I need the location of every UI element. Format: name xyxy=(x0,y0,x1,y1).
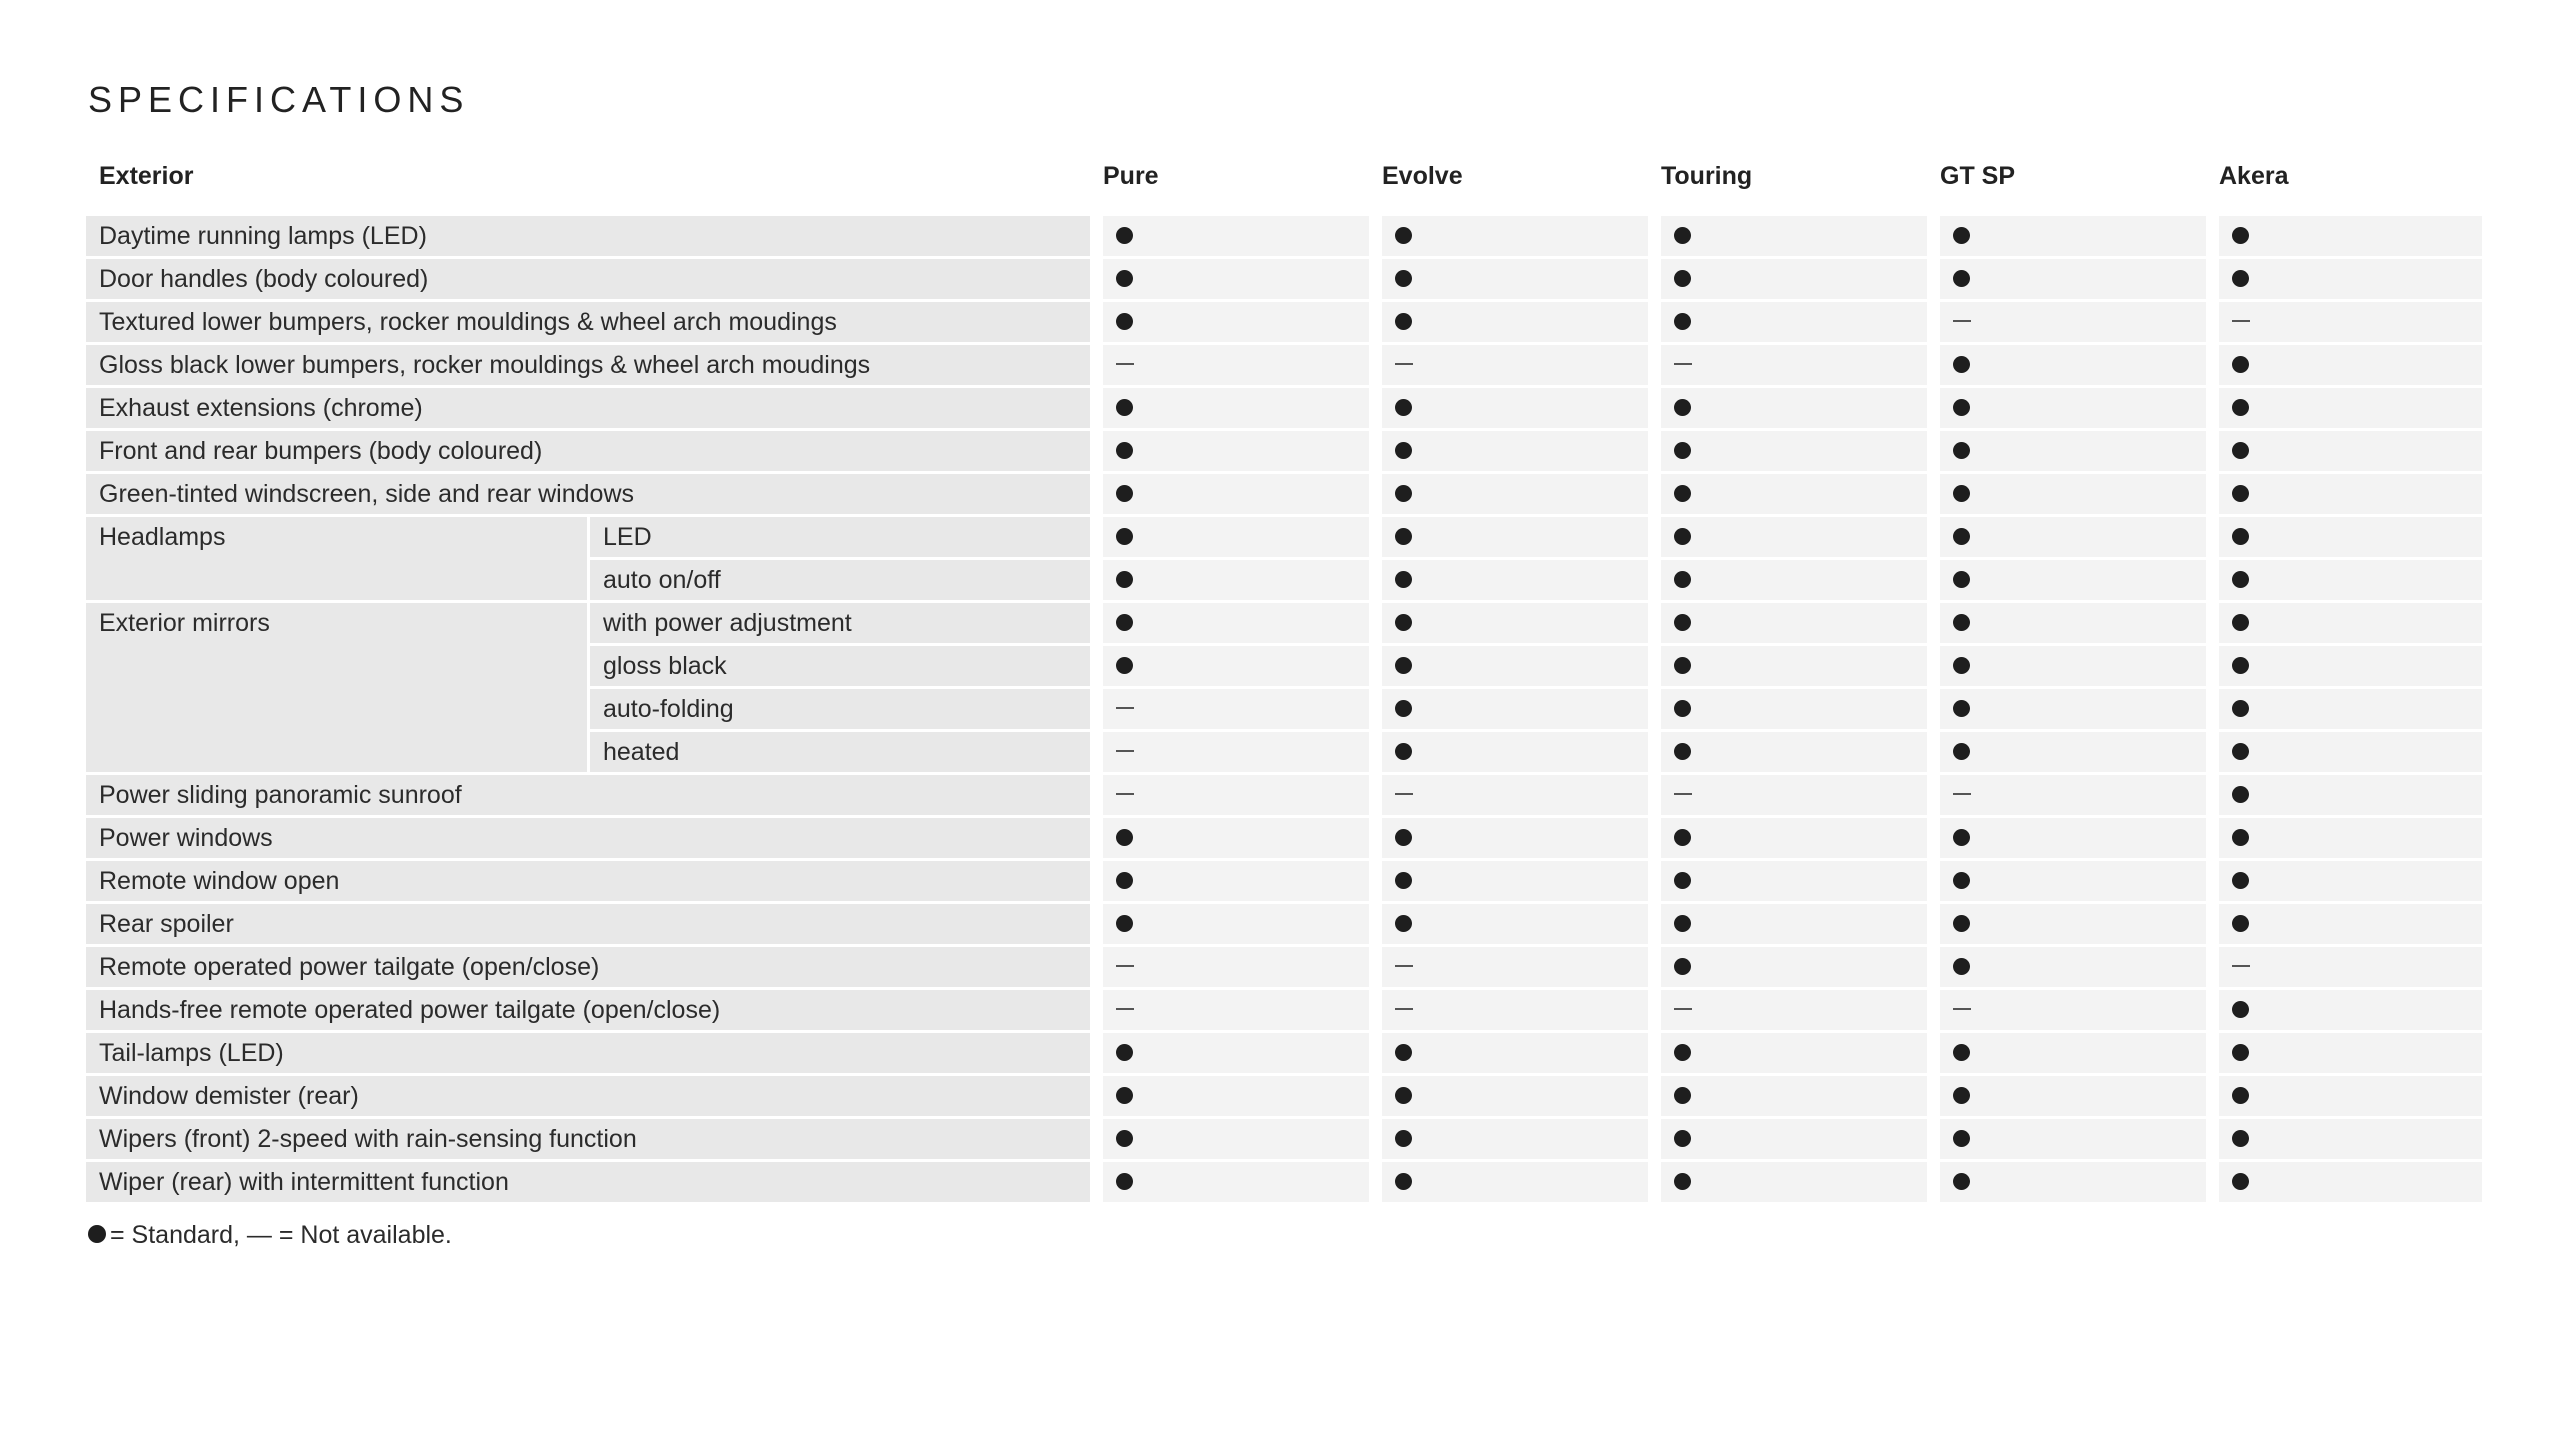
standard-dot-icon xyxy=(1674,657,1691,674)
standard-dot-icon xyxy=(1116,485,1133,502)
standard-dot-icon xyxy=(1674,442,1691,459)
page-title: SPECIFICATIONS xyxy=(88,79,470,120)
trim-cell-pure xyxy=(1090,947,1369,990)
standard-dot-icon xyxy=(2232,442,2249,459)
trim-cell-touring xyxy=(1648,388,1927,431)
trim-cell-touring xyxy=(1648,603,1927,646)
trim-cell-gt-sp xyxy=(1927,1033,2206,1076)
standard-dot-icon xyxy=(1674,270,1691,287)
not-available-dash-icon xyxy=(2232,320,2250,322)
trim-cell-pure xyxy=(1090,646,1369,689)
table-body xyxy=(86,216,2482,1205)
table-row xyxy=(86,431,2482,474)
trim-cell-touring xyxy=(1648,474,1927,517)
trim-cell-gt-sp xyxy=(1927,904,2206,947)
standard-dot-icon xyxy=(2232,1130,2249,1147)
trim-cell-pure xyxy=(1090,388,1369,431)
table-row xyxy=(86,990,2482,1033)
standard-dot-icon xyxy=(2232,1044,2249,1061)
standard-dot-icon xyxy=(1116,270,1133,287)
trim-cell-touring xyxy=(1648,818,1927,861)
trim-cell-akera xyxy=(2206,474,2482,517)
standard-dot-icon xyxy=(2232,829,2249,846)
trim-cell-gt-sp xyxy=(1927,259,2206,302)
trim-cell-evolve xyxy=(1369,302,1648,345)
not-available-dash-icon xyxy=(1953,320,1971,322)
standard-dot-icon xyxy=(1395,442,1412,459)
standard-dot-icon xyxy=(2232,1173,2249,1190)
trim-cell-touring xyxy=(1648,431,1927,474)
table-row xyxy=(86,904,2482,947)
feature-group-label: Exterior mirrors xyxy=(86,603,587,775)
trim-cell-gt-sp xyxy=(1927,1119,2206,1162)
table-row xyxy=(86,388,2482,431)
not-available-dash-icon xyxy=(1395,1008,1413,1010)
feature-label: Tail-lamps (LED) xyxy=(86,1033,1090,1076)
standard-dot-icon xyxy=(1953,829,1970,846)
feature-label: Power sliding panoramic sunroof xyxy=(86,775,1090,818)
trim-cell-gt-sp xyxy=(1927,947,2206,990)
standard-dot-icon xyxy=(1953,743,1970,760)
not-available-dash-icon xyxy=(1116,965,1134,967)
not-available-dash-icon xyxy=(1116,793,1134,795)
standard-dot-icon xyxy=(1395,743,1412,760)
standard-dot-icon xyxy=(1674,1044,1691,1061)
not-available-dash-icon xyxy=(1674,1008,1692,1010)
trim-cell-touring xyxy=(1648,345,1927,388)
trim-cell-gt-sp xyxy=(1927,818,2206,861)
standard-dot-icon xyxy=(2232,657,2249,674)
not-available-dash-icon xyxy=(1953,793,1971,795)
trim-cell-evolve xyxy=(1369,1119,1648,1162)
standard-dot-icon xyxy=(1953,399,1970,416)
trim-cell-akera xyxy=(2206,603,2482,646)
feature-label: Remote operated power tailgate (open/close) xyxy=(86,947,1090,990)
standard-dot-icon xyxy=(1116,442,1133,459)
trim-cell-evolve xyxy=(1369,517,1648,560)
trim-cell-touring xyxy=(1648,1119,1927,1162)
trim-cell-touring xyxy=(1648,1076,1927,1119)
trim-cell-evolve xyxy=(1369,1076,1648,1119)
not-available-dash-icon xyxy=(1395,363,1413,365)
trim-cell-gt-sp xyxy=(1927,302,2206,345)
section-header: Exterior xyxy=(86,154,1090,216)
trim-cell-pure xyxy=(1090,560,1369,603)
standard-dot-icon xyxy=(1116,528,1133,545)
trim-header-akera: Akera xyxy=(2206,154,2482,216)
standard-dot-icon xyxy=(1116,829,1133,846)
trim-cell-pure xyxy=(1090,345,1369,388)
trim-cell-evolve xyxy=(1369,1033,1648,1076)
legend xyxy=(88,1218,452,1252)
trim-cell-touring xyxy=(1648,861,1927,904)
trim-cell-evolve xyxy=(1369,431,1648,474)
trim-cell-akera xyxy=(2206,732,2482,775)
trim-cell-akera xyxy=(2206,1119,2482,1162)
trim-cell-gt-sp xyxy=(1927,388,2206,431)
standard-dot-icon xyxy=(1953,614,1970,631)
trim-cell-gt-sp xyxy=(1927,603,2206,646)
trim-cell-touring xyxy=(1648,517,1927,560)
trim-cell-touring xyxy=(1648,302,1927,345)
trim-cell-evolve xyxy=(1369,474,1648,517)
feature-label: Remote window open xyxy=(86,861,1090,904)
standard-dot-icon xyxy=(1953,1087,1970,1104)
feature-sub-label: heated xyxy=(587,732,1090,775)
trim-cell-akera xyxy=(2206,517,2482,560)
standard-dot-icon xyxy=(1395,1130,1412,1147)
trim-cell-gt-sp xyxy=(1927,861,2206,904)
standard-dot-icon xyxy=(1674,958,1691,975)
trim-cell-evolve xyxy=(1369,259,1648,302)
trim-cell-pure xyxy=(1090,904,1369,947)
table-row xyxy=(86,1033,2482,1076)
trim-cell-pure xyxy=(1090,302,1369,345)
trim-cell-gt-sp xyxy=(1927,517,2206,560)
trim-cell-akera xyxy=(2206,947,2482,990)
feature-label: Rear spoiler xyxy=(86,904,1090,947)
trim-cell-pure xyxy=(1090,474,1369,517)
not-available-dash-icon xyxy=(1395,793,1413,795)
trim-cell-pure xyxy=(1090,431,1369,474)
trim-cell-pure xyxy=(1090,732,1369,775)
trim-cell-evolve xyxy=(1369,990,1648,1033)
standard-dot-icon xyxy=(2232,270,2249,287)
table-row xyxy=(86,345,2482,388)
standard-dot-icon xyxy=(1395,571,1412,588)
trim-cell-pure xyxy=(1090,861,1369,904)
trim-cell-pure xyxy=(1090,603,1369,646)
standard-dot-icon xyxy=(1674,528,1691,545)
table-row xyxy=(86,861,2482,904)
trim-cell-touring xyxy=(1648,1162,1927,1205)
trim-cell-evolve xyxy=(1369,904,1648,947)
trim-cell-akera xyxy=(2206,904,2482,947)
trim-cell-evolve xyxy=(1369,388,1648,431)
trim-cell-evolve xyxy=(1369,689,1648,732)
trim-cell-akera xyxy=(2206,818,2482,861)
trim-cell-pure xyxy=(1090,517,1369,560)
standard-dot-icon xyxy=(1395,313,1412,330)
standard-dot-icon xyxy=(1674,915,1691,932)
trim-cell-akera xyxy=(2206,1162,2482,1205)
standard-dot-icon xyxy=(1953,356,1970,373)
standard-dot-icon xyxy=(1116,657,1133,674)
trim-cell-evolve xyxy=(1369,560,1648,603)
trim-cell-pure xyxy=(1090,689,1369,732)
standard-dot-icon xyxy=(1395,915,1412,932)
feature-sub-label: LED xyxy=(587,517,1090,560)
table-row xyxy=(86,818,2482,861)
trim-cell-touring xyxy=(1648,646,1927,689)
standard-dot-icon xyxy=(1674,743,1691,760)
not-available-dash-icon xyxy=(1953,1008,1971,1010)
trim-cell-touring xyxy=(1648,775,1927,818)
feature-label: Green-tinted windscreen, side and rear windows xyxy=(86,474,1090,517)
standard-dot-icon xyxy=(1674,485,1691,502)
trim-cell-pure xyxy=(1090,216,1369,259)
standard-dot-icon xyxy=(1674,1130,1691,1147)
standard-dot-icon xyxy=(2232,485,2249,502)
trim-cell-gt-sp xyxy=(1927,345,2206,388)
standard-dot-icon xyxy=(1395,399,1412,416)
standard-dot-icon xyxy=(1953,872,1970,889)
standard-dot-icon xyxy=(1953,958,1970,975)
trim-cell-evolve xyxy=(1369,947,1648,990)
trim-cell-gt-sp xyxy=(1927,431,2206,474)
standard-dot-icon xyxy=(1953,657,1970,674)
standard-dot-icon xyxy=(1674,1173,1691,1190)
trim-cell-evolve xyxy=(1369,646,1648,689)
table-row xyxy=(86,947,2482,990)
feature-label: Textured lower bumpers, rocker mouldings & wheel arch moudings xyxy=(86,302,1090,345)
standard-dot-icon xyxy=(1395,1173,1412,1190)
trim-cell-akera xyxy=(2206,431,2482,474)
standard-dot-icon xyxy=(1953,1044,1970,1061)
standard-dot-icon xyxy=(2232,915,2249,932)
trim-cell-pure xyxy=(1090,1076,1369,1119)
standard-dot-icon xyxy=(1953,227,1970,244)
feature-label: Daytime running lamps (LED) xyxy=(86,216,1090,259)
trim-cell-gt-sp xyxy=(1927,216,2206,259)
feature-sub-label: auto on/off xyxy=(587,560,1090,603)
table-row xyxy=(86,775,2482,818)
table-header-row xyxy=(86,154,2482,216)
standard-dot-icon xyxy=(2232,571,2249,588)
trim-cell-akera xyxy=(2206,388,2482,431)
trim-cell-touring xyxy=(1648,904,1927,947)
standard-dot-icon xyxy=(1953,485,1970,502)
standard-dot-icon xyxy=(1395,872,1412,889)
standard-dot-icon xyxy=(1395,657,1412,674)
feature-group-label: Headlamps xyxy=(86,517,587,603)
standard-dot-icon xyxy=(1953,1130,1970,1147)
standard-dot-icon xyxy=(1395,528,1412,545)
standard-dot-icon xyxy=(1395,227,1412,244)
standard-dot-icon xyxy=(1674,313,1691,330)
trim-cell-evolve xyxy=(1369,345,1648,388)
table-row xyxy=(86,474,2482,517)
trim-cell-akera xyxy=(2206,259,2482,302)
not-available-dash-icon xyxy=(1116,750,1134,752)
standard-dot-icon xyxy=(2232,1001,2249,1018)
feature-sub-label: auto-folding xyxy=(587,689,1090,732)
trim-cell-akera xyxy=(2206,775,2482,818)
trim-cell-pure xyxy=(1090,259,1369,302)
standard-dot-icon xyxy=(1116,227,1133,244)
standard-dot-icon xyxy=(1674,614,1691,631)
trim-cell-akera xyxy=(2206,1033,2482,1076)
feature-label: Wipers (front) 2-speed with rain-sensing function xyxy=(86,1119,1090,1162)
trim-cell-akera xyxy=(2206,560,2482,603)
table-row xyxy=(86,1076,2482,1119)
standard-dot-icon xyxy=(2232,227,2249,244)
feature-label: Window demister (rear) xyxy=(86,1076,1090,1119)
trim-cell-evolve xyxy=(1369,775,1648,818)
trim-cell-pure xyxy=(1090,818,1369,861)
feature-sub-label: gloss black xyxy=(587,646,1090,689)
table-row xyxy=(86,1119,2482,1162)
standard-dot-icon xyxy=(88,1225,106,1243)
standard-dot-icon xyxy=(1395,1087,1412,1104)
standard-dot-icon xyxy=(1674,829,1691,846)
trim-cell-gt-sp xyxy=(1927,732,2206,775)
standard-dot-icon xyxy=(1953,528,1970,545)
trim-header-evolve: Evolve xyxy=(1369,154,1648,216)
standard-dot-icon xyxy=(1953,700,1970,717)
standard-dot-icon xyxy=(1953,270,1970,287)
standard-dot-icon xyxy=(1674,571,1691,588)
trim-cell-akera xyxy=(2206,646,2482,689)
trim-cell-evolve xyxy=(1369,1162,1648,1205)
standard-dot-icon xyxy=(1395,485,1412,502)
table-row xyxy=(86,216,2482,259)
standard-dot-icon xyxy=(1953,1173,1970,1190)
trim-cell-gt-sp xyxy=(1927,560,2206,603)
not-available-dash-icon xyxy=(2232,965,2250,967)
standard-dot-icon xyxy=(1674,872,1691,889)
trim-cell-evolve xyxy=(1369,216,1648,259)
standard-dot-icon xyxy=(1116,1130,1133,1147)
feature-label: Wiper (rear) with intermittent function xyxy=(86,1162,1090,1205)
table-row xyxy=(86,302,2482,345)
trim-cell-akera xyxy=(2206,302,2482,345)
standard-dot-icon xyxy=(1674,399,1691,416)
trim-cell-touring xyxy=(1648,259,1927,302)
standard-dot-icon xyxy=(1116,571,1133,588)
trim-cell-gt-sp xyxy=(1927,689,2206,732)
standard-dot-icon xyxy=(1674,1087,1691,1104)
not-available-dash-icon xyxy=(1116,363,1134,365)
feature-label: Front and rear bumpers (body coloured) xyxy=(86,431,1090,474)
standard-dot-icon xyxy=(1116,915,1133,932)
standard-dot-icon xyxy=(1674,700,1691,717)
trim-cell-gt-sp xyxy=(1927,646,2206,689)
standard-dot-icon xyxy=(1395,270,1412,287)
trim-cell-touring xyxy=(1648,732,1927,775)
trim-cell-touring xyxy=(1648,990,1927,1033)
standard-dot-icon xyxy=(1953,571,1970,588)
standard-dot-icon xyxy=(1116,1044,1133,1061)
trim-header-touring: Touring xyxy=(1648,154,1927,216)
feature-label: Power windows xyxy=(86,818,1090,861)
standard-dot-icon xyxy=(2232,614,2249,631)
feature-label: Door handles (body coloured) xyxy=(86,259,1090,302)
trim-cell-evolve xyxy=(1369,603,1648,646)
trim-cell-gt-sp xyxy=(1927,474,2206,517)
standard-dot-icon xyxy=(1116,1173,1133,1190)
trim-cell-gt-sp xyxy=(1927,1162,2206,1205)
feature-label: Hands-free remote operated power tailgate (open/close) xyxy=(86,990,1090,1033)
standard-dot-icon xyxy=(2232,743,2249,760)
trim-cell-akera xyxy=(2206,1076,2482,1119)
feature-sub-label: with power adjustment xyxy=(587,603,1090,646)
not-available-dash-icon xyxy=(1674,793,1692,795)
standard-dot-icon xyxy=(1674,227,1691,244)
trim-cell-gt-sp xyxy=(1927,1076,2206,1119)
standard-dot-icon xyxy=(1116,399,1133,416)
standard-dot-icon xyxy=(2232,872,2249,889)
trim-cell-evolve xyxy=(1369,861,1648,904)
not-available-dash-icon xyxy=(1674,363,1692,365)
standard-dot-icon xyxy=(1116,1087,1133,1104)
not-available-dash-icon xyxy=(1116,707,1134,709)
table-row xyxy=(86,603,2482,646)
not-available-dash-icon xyxy=(1395,965,1413,967)
standard-dot-icon xyxy=(2232,786,2249,803)
trim-header-pure: Pure xyxy=(1090,154,1369,216)
trim-cell-touring xyxy=(1648,947,1927,990)
standard-dot-icon xyxy=(1953,915,1970,932)
trim-cell-touring xyxy=(1648,689,1927,732)
legend-text: = Standard, — = Not available. xyxy=(110,1221,452,1249)
feature-label: Exhaust extensions (chrome) xyxy=(86,388,1090,431)
standard-dot-icon xyxy=(2232,528,2249,545)
table-row xyxy=(86,259,2482,302)
standard-dot-icon xyxy=(1116,313,1133,330)
table-row xyxy=(86,1162,2482,1205)
trim-cell-pure xyxy=(1090,990,1369,1033)
standard-dot-icon xyxy=(2232,399,2249,416)
trim-cell-akera xyxy=(2206,345,2482,388)
standard-dot-icon xyxy=(1395,614,1412,631)
table-row xyxy=(86,517,2482,560)
trim-cell-touring xyxy=(1648,560,1927,603)
trim-cell-pure xyxy=(1090,1033,1369,1076)
trim-cell-evolve xyxy=(1369,732,1648,775)
standard-dot-icon xyxy=(2232,356,2249,373)
trim-cell-evolve xyxy=(1369,818,1648,861)
trim-cell-pure xyxy=(1090,1119,1369,1162)
standard-dot-icon xyxy=(1116,614,1133,631)
standard-dot-icon xyxy=(2232,1087,2249,1104)
trim-cell-akera xyxy=(2206,861,2482,904)
standard-dot-icon xyxy=(2232,700,2249,717)
standard-dot-icon xyxy=(1953,442,1970,459)
trim-cell-touring xyxy=(1648,1033,1927,1076)
not-available-dash-icon xyxy=(1116,1008,1134,1010)
feature-label: Gloss black lower bumpers, rocker mouldings & wheel arch moudings xyxy=(86,345,1090,388)
standard-dot-icon xyxy=(1395,700,1412,717)
standard-dot-icon xyxy=(1395,829,1412,846)
trim-cell-akera xyxy=(2206,990,2482,1033)
standard-dot-icon xyxy=(1116,872,1133,889)
trim-cell-gt-sp xyxy=(1927,990,2206,1033)
trim-cell-akera xyxy=(2206,689,2482,732)
trim-cell-gt-sp xyxy=(1927,775,2206,818)
standard-dot-icon xyxy=(1395,1044,1412,1061)
trim-cell-touring xyxy=(1648,216,1927,259)
trim-cell-pure xyxy=(1090,775,1369,818)
specifications-table xyxy=(86,154,2482,1205)
trim-header-gt-sp: GT SP xyxy=(1927,154,2206,216)
trim-cell-akera xyxy=(2206,216,2482,259)
trim-cell-pure xyxy=(1090,1162,1369,1205)
